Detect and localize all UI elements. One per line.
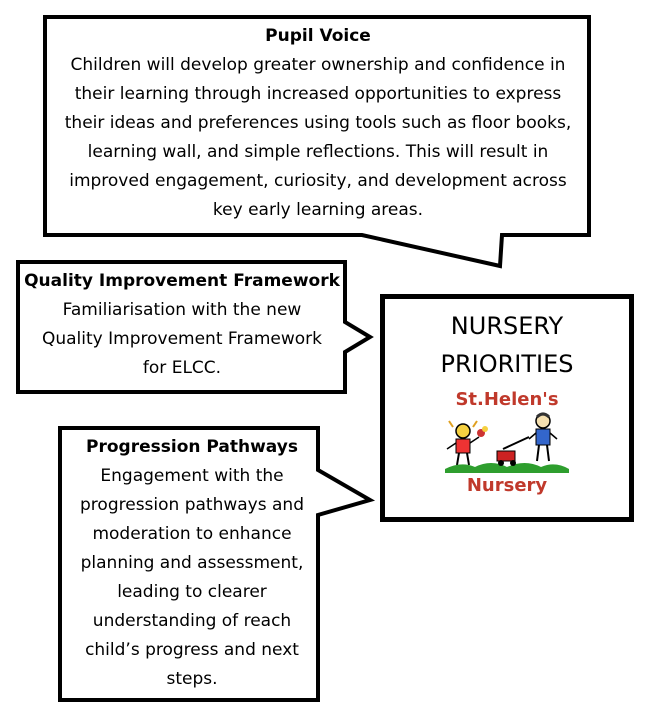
quality-improvement-line: for ELCC. bbox=[142, 358, 222, 378]
pupil-voice-line: their learning through increased opportunities to express bbox=[74, 84, 562, 104]
quality-improvement-title: Quality Improvement Framework bbox=[24, 271, 340, 291]
quality-improvement-text bbox=[22, 267, 342, 383]
pupil-voice-line: improved engagement, curiosity, and development across bbox=[69, 171, 567, 191]
nursery-priorities-box bbox=[380, 294, 634, 522]
pupil-voice-line: key early learning areas. bbox=[212, 200, 424, 220]
progression-pathways-line: Engagement with the bbox=[100, 466, 284, 486]
pupil-voice-text bbox=[52, 22, 584, 225]
priorities-title-line1: NURSERY bbox=[450, 312, 564, 340]
pupil-voice-line: their ideas and preferences using tools such as floor books, bbox=[64, 113, 572, 133]
child-figure-right-icon bbox=[529, 414, 557, 461]
logo-top-text: St.Helen's bbox=[455, 389, 559, 410]
progression-pathways-line: child’s progress and next bbox=[85, 640, 299, 660]
priorities-title-line2: PRIORITIES bbox=[440, 350, 574, 378]
progression-pathways-line: understanding of reach bbox=[92, 611, 292, 631]
st-helens-nursery-logo bbox=[441, 387, 573, 495]
progression-pathways-line: moderation to enhance bbox=[92, 524, 292, 544]
progression-pathways-line: progression pathways and bbox=[80, 495, 304, 515]
pupil-voice-title: Pupil Voice bbox=[265, 26, 371, 46]
progression-pathways-title: Progression Pathways bbox=[86, 437, 298, 457]
logo-bottom-text: Nursery bbox=[466, 475, 548, 495]
progression-pathways-line: leading to clearer bbox=[117, 582, 267, 602]
quality-improvement-line: Familiarisation with the new bbox=[62, 300, 302, 320]
nursery-priorities-title bbox=[385, 307, 629, 383]
grass-icon bbox=[445, 463, 569, 473]
progression-pathways-text bbox=[66, 433, 318, 694]
pupil-voice-line: learning wall, and simple reflections. This will result in bbox=[87, 142, 549, 162]
progression-pathways-line: planning and assessment, bbox=[80, 553, 304, 573]
progression-pathways-line: steps. bbox=[166, 669, 218, 689]
lawn-mower-icon bbox=[497, 437, 529, 466]
child-figure-left-icon bbox=[447, 421, 488, 465]
quality-improvement-line: Quality Improvement Framework bbox=[41, 329, 323, 349]
pupil-voice-line: Children will develop greater ownership and confidence in bbox=[70, 55, 566, 75]
